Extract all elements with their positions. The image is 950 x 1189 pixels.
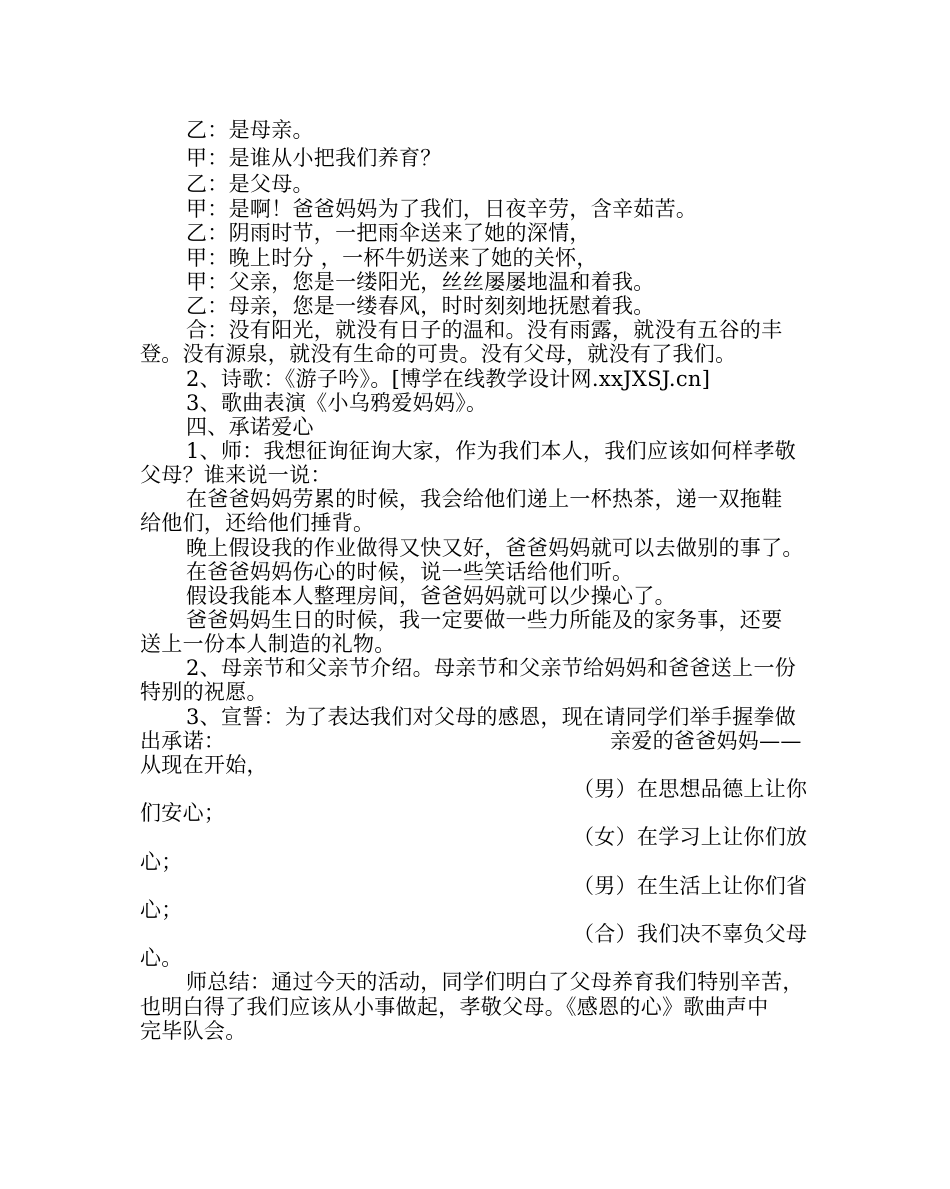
text-line: 完毕队会。: [140, 1019, 247, 1043]
text-line: 也明白得了我们应该从小事做起，孝敬父母。《感恩的心》歌曲声中: [140, 995, 769, 1019]
text-line: 乙：是母亲。: [186, 118, 314, 142]
pledge-line: （男）在思想品德上让你: [573, 777, 808, 801]
pledge-line: （合）我们决不辜负父母: [573, 922, 808, 946]
text-line: 父母？谁来说一说：: [140, 463, 332, 487]
text-line: 1、师：我想征询征询大家，作为我们本人，我们应该如何样孝敬: [186, 439, 797, 463]
text-line: 亲爱的爸爸妈妈——: [610, 729, 802, 753]
text-line: 爸爸妈妈生日的时候，我一定要做一些力所能及的家务事，还要: [186, 608, 783, 632]
text-line: 在爸爸妈妈劳累的时候，我会给他们递上一杯热茶，递一双拖鞋: [186, 487, 783, 511]
text-line: 甲：是啊！爸爸妈妈为了我们，日夜辛劳，含辛茹苦。: [186, 197, 698, 221]
text-line: 从现在开始，: [140, 753, 268, 777]
text-line: 乙：是父母。: [186, 172, 314, 196]
text-line: 乙：母亲，您是一缕春风，时时刻刻地抚慰着我。: [186, 294, 655, 318]
text-line: 在爸爸妈妈伤心的时候，说一些笑话给他们听。: [186, 560, 634, 584]
text-line: 师总结：通过今天的活动，同学们明白了父母养育我们特别辛苦，: [186, 970, 804, 994]
section-heading: 四、承诺爱心: [186, 415, 314, 439]
text-line: 登。没有源泉，就没有生命的可贵。没有父母，就没有了我们。: [140, 342, 737, 366]
pledge-line: （女）在学习上让你们放: [573, 825, 808, 849]
text-line: 晚上假设我的作业做得又快又好，爸爸妈妈就可以去做别的事了。: [186, 536, 804, 560]
text-line: 给他们，还给他们捶背。: [140, 511, 375, 535]
text-line: 特别的祝愿。: [140, 680, 268, 704]
text-line: 2、诗歌：《游子吟》。[博学在线教学设计网.xxJXSJ.cn]: [186, 367, 711, 391]
text-line: 3、宣誓：为了表达我们对父母的感恩，现在请同学们举手握拳做: [186, 705, 797, 729]
text-line: 合：没有阳光，就没有日子的温和。没有雨露，就没有五谷的丰: [186, 318, 783, 342]
text-line: 甲：晚上时分 ，一杯牛奶送来了她的关怀，: [186, 246, 598, 270]
text-line: 甲：是谁从小把我们养育？: [186, 146, 442, 170]
text-line: 心。: [140, 946, 183, 970]
text-line: 们安心；: [140, 801, 226, 825]
text-line: 出承诺：: [140, 729, 226, 753]
text-line: 乙：阴雨时节，一把雨伞送来了她的深情，: [186, 221, 591, 245]
pledge-line: （男）在生活上让你们省: [573, 874, 808, 898]
text-line: 甲：父亲，您是一缕阳光，丝丝屡屡地温和着我。: [186, 270, 655, 294]
text-line: 假设我能本人整理房间，爸爸妈妈就可以少操心了。: [186, 584, 676, 608]
text-line: 心；: [140, 898, 183, 922]
text-line: 3、歌曲表演《小乌鸦爱妈妈》。: [186, 391, 488, 415]
text-line: 送上一份本人制造的礼物。: [140, 632, 396, 656]
text-line: 2、母亲节和父亲节介绍。母亲节和父亲节给妈妈和爸爸送上一份: [186, 656, 797, 680]
text-line: 心；: [140, 850, 183, 874]
